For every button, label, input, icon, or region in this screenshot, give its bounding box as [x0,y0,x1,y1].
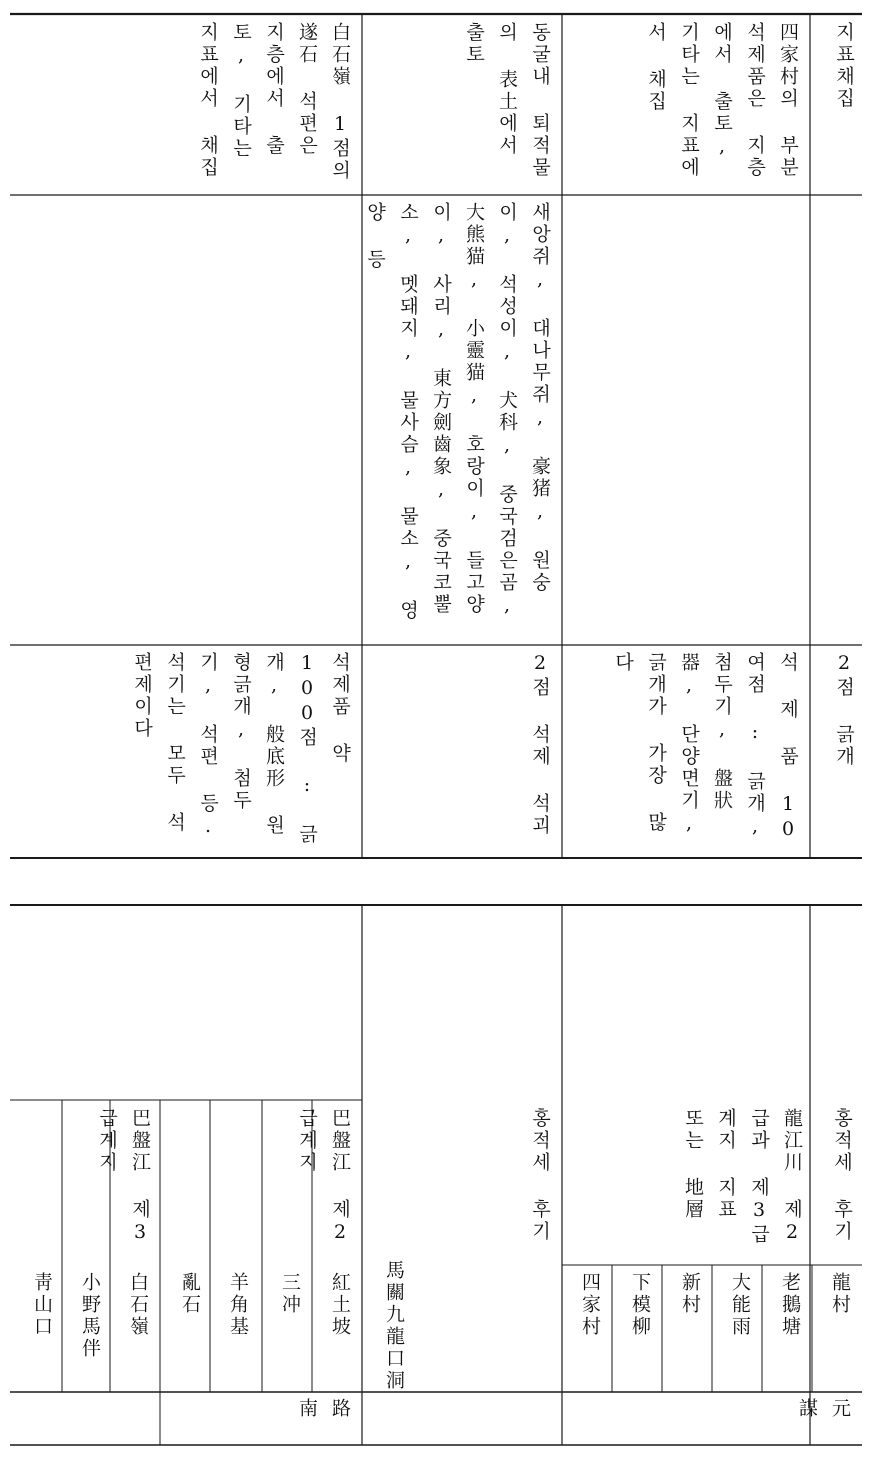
row4-type-desc: 지표채집 [833,22,855,110]
stratum-yuanmou: 龍江川 제2급과 제3급계지 지표 또는 地層 [682,1108,803,1246]
row2-fauna: 새앙쥐, 대나무쥐, 豪猪, 원숭이, 석성이, 犬科, 중국검은곰, 大熊猫, 小靈猫, 호랑이, 들고양이, 사리, 東方劍齒象, 중국코뿔소, 멧돼지, 물사슴, 물소, 영양 등 [364,202,551,644]
site-laoyatang: 老鵝塘 [779,1272,801,1338]
site-xiaoyemaban: 小野馬伴 [79,1272,101,1360]
row3-artifacts: 석 제 품 10여점 : 긁개, 첨두기, 盤狀器, 단양면기, 긁개가 가장 많다 [612,652,799,865]
row1-artifacts: 석제품 약 100점 : 긁개, 般底形 원형긁개, 첨두기, 석편 등. 석기는 모두 석편제이다 [131,652,351,865]
site-baishiling: 白石嶺 [127,1272,149,1338]
site-longcun: 龍村 [829,1272,851,1316]
site-sijiacun: 四家村 [579,1272,601,1338]
site-luanshi: 亂石 [179,1272,201,1316]
site-yangjiaoji: 羊角基 [227,1272,249,1338]
site-hongtupo: 紅土坡 [329,1272,351,1338]
site-sanchong: 三冲 [279,1272,301,1316]
group-maguan-jiulongkou: 馬關九龍口洞 [383,1260,405,1392]
site-danengyu: 大能雨 [729,1272,751,1338]
row1-fauna [18,202,356,638]
stratum-bapan-2: 巴盤江 제2급계지 [296,1108,351,1246]
site-xiamoliu: 下模柳 [629,1272,651,1338]
row2-type-desc: 동굴내 퇴적물의 表土에서 출토 [463,22,551,182]
row3-fauna [568,202,804,638]
site-qingshankou: 靑山口 [31,1272,53,1338]
row4-fauna [816,202,860,638]
row2-artifacts: 2점 석제 석괴 [529,652,551,837]
stratum-bapan-3: 巴盤江 제3급계지 [96,1108,151,1246]
row3-type-desc: 四家村의 부분 석제품은 지층에서 출토, 기타는 지표에서 채집 [645,22,799,204]
row4-artifacts: 2점 긁개 [833,652,855,768]
group-yuanmou: 元謀 [796,1398,851,1457]
group-lunan: 路南 [296,1398,351,1457]
row1-type-desc: 白石嶺 1점의 遂石 석편은 지층에서 출토, 기타는 지표에서 채집 [197,22,351,207]
stratum-longcun: 홍적세 후기 [831,1108,853,1243]
stratum-jiulongkou: 홍적세 후기 [529,1108,551,1243]
site-xincun: 新村 [679,1272,701,1316]
